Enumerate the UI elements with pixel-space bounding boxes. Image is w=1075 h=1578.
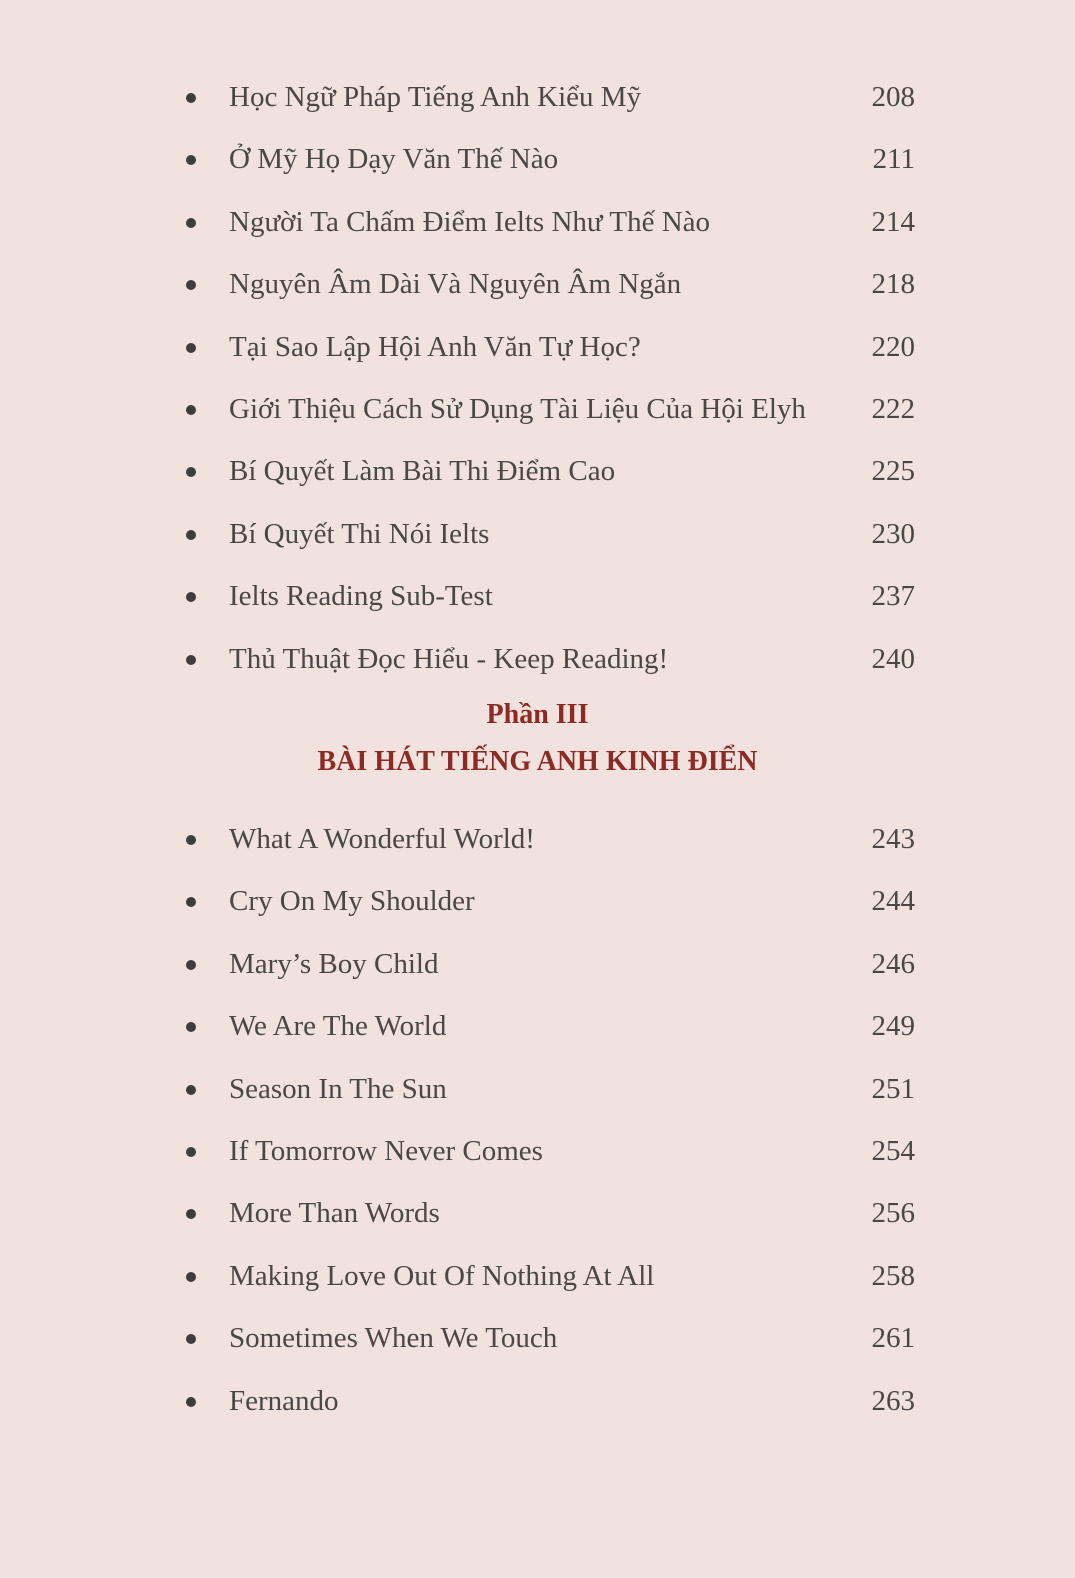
toc-entry-title: Cry On My Shoulder xyxy=(229,885,475,918)
toc-list-part2 xyxy=(0,66,1075,690)
toc-entry[interactable] xyxy=(0,503,1075,565)
toc-entry-title: If Tomorrow Never Comes xyxy=(229,1134,543,1167)
toc-entry-title: What A Wonderful World! xyxy=(229,823,535,855)
toc-entry-title: Mary’s Boy Child xyxy=(229,947,439,980)
bullet-icon xyxy=(186,592,196,602)
toc-entry-page: 256 xyxy=(871,1197,915,1230)
toc-entry-page: 218 xyxy=(871,268,915,301)
toc-entry-page: 244 xyxy=(871,885,915,918)
toc-entry-page: 251 xyxy=(871,1072,915,1105)
toc-entry-title: Người Ta Chấm Điểm Ielts Như Thế Nào xyxy=(229,205,711,238)
bullet-icon xyxy=(186,467,196,477)
bullet-icon xyxy=(186,218,196,228)
toc-entry-title: Ielts Reading Sub-Test xyxy=(229,580,493,613)
toc-entry-title: Giới Thiệu Cách Sử Dụng Tài Liệu Của Hội Elyh xyxy=(229,392,806,425)
bullet-icon xyxy=(186,1272,196,1282)
bullet-icon xyxy=(186,155,196,165)
toc-entry[interactable] xyxy=(0,808,1075,870)
toc-entry-page: 237 xyxy=(871,580,915,613)
bullet-icon xyxy=(186,1085,196,1095)
toc-entry-title: Bí Quyết Thi Nói Ielts xyxy=(229,517,490,550)
toc-entry[interactable] xyxy=(0,1307,1075,1369)
toc-entry-page: 254 xyxy=(871,1134,915,1167)
toc-entry-title: Tại Sao Lập Hội Anh Văn Tự Học? xyxy=(229,330,641,363)
toc-entry-page: 240 xyxy=(871,642,915,675)
toc-entry-page: 222 xyxy=(871,392,915,425)
toc-entry-page: 220 xyxy=(871,330,915,363)
toc-entry[interactable] xyxy=(0,995,1075,1057)
toc-entry-title: More Than Words xyxy=(229,1197,440,1230)
toc-entry-page: 225 xyxy=(871,455,915,488)
bullet-icon xyxy=(186,960,196,970)
toc-entry[interactable] xyxy=(0,1370,1075,1432)
toc-entry-title: Học Ngữ Pháp Tiếng Anh Kiểu Mỹ xyxy=(229,81,642,113)
toc-entry[interactable] xyxy=(0,253,1075,315)
bullet-icon xyxy=(186,1147,196,1157)
toc-entry-page: 261 xyxy=(871,1322,915,1355)
bullet-icon xyxy=(186,897,196,907)
bullet-icon xyxy=(186,1397,196,1407)
toc-entry-page: 211 xyxy=(872,143,915,176)
toc-entry[interactable] xyxy=(0,1182,1075,1244)
toc-entry[interactable] xyxy=(0,66,1075,128)
toc-entry[interactable] xyxy=(0,316,1075,378)
bullet-icon xyxy=(186,1334,196,1344)
bullet-icon xyxy=(186,1209,196,1219)
toc-entry-title: Bí Quyết Làm Bài Thi Điểm Cao xyxy=(229,455,616,488)
toc-entry-title: Ở Mỹ Họ Dạy Văn Thế Nào xyxy=(229,143,559,176)
toc-entry-page: 263 xyxy=(871,1384,915,1417)
toc-entry[interactable] xyxy=(0,870,1075,932)
bullet-icon xyxy=(186,835,196,845)
toc-entry[interactable] xyxy=(0,565,1075,627)
toc-entry-title: Thủ Thuật Đọc Hiểu - Keep Reading! xyxy=(229,642,669,675)
bullet-icon xyxy=(186,655,196,665)
toc-entry-page: 230 xyxy=(871,517,915,550)
toc-entry[interactable] xyxy=(0,1058,1075,1120)
bullet-icon xyxy=(186,280,196,290)
toc-entry-title: We Are The World xyxy=(229,1010,447,1043)
toc-entry[interactable] xyxy=(0,378,1075,440)
toc-entry-title: Making Love Out Of Nothing At All xyxy=(229,1259,655,1292)
toc-entry[interactable] xyxy=(0,1245,1075,1307)
bullet-icon xyxy=(186,93,196,103)
bullet-icon xyxy=(186,530,196,540)
toc-entry-title: Fernando xyxy=(229,1384,339,1417)
toc-entry-title: Nguyên Âm Dài Và Nguyên Âm Ngắn xyxy=(229,268,682,301)
bullet-icon xyxy=(186,1022,196,1032)
toc-entry-title: Sometimes When We Touch xyxy=(229,1322,558,1355)
toc-entry[interactable] xyxy=(0,191,1075,253)
toc-entry[interactable] xyxy=(0,440,1075,502)
toc-entry[interactable] xyxy=(0,628,1075,690)
bullet-icon xyxy=(186,343,196,353)
toc-entry-page: 246 xyxy=(871,947,915,980)
bullet-icon xyxy=(186,405,196,415)
toc-list-part3 xyxy=(0,808,1075,1432)
toc-entry[interactable] xyxy=(0,128,1075,190)
toc-entry-page: 208 xyxy=(871,81,915,113)
toc-entry[interactable] xyxy=(0,1120,1075,1182)
part-title: BÀI HÁT TIẾNG ANH KINH ĐIỂN xyxy=(317,746,758,777)
toc-entry[interactable] xyxy=(0,933,1075,995)
toc-entry-title: Season In The Sun xyxy=(229,1072,447,1105)
toc-entry-page: 258 xyxy=(871,1259,915,1292)
toc-entry-page: 243 xyxy=(871,823,915,855)
toc-entry-page: 249 xyxy=(871,1010,915,1043)
toc-entry-page: 214 xyxy=(871,205,915,238)
part-label: Phần III xyxy=(486,699,589,730)
